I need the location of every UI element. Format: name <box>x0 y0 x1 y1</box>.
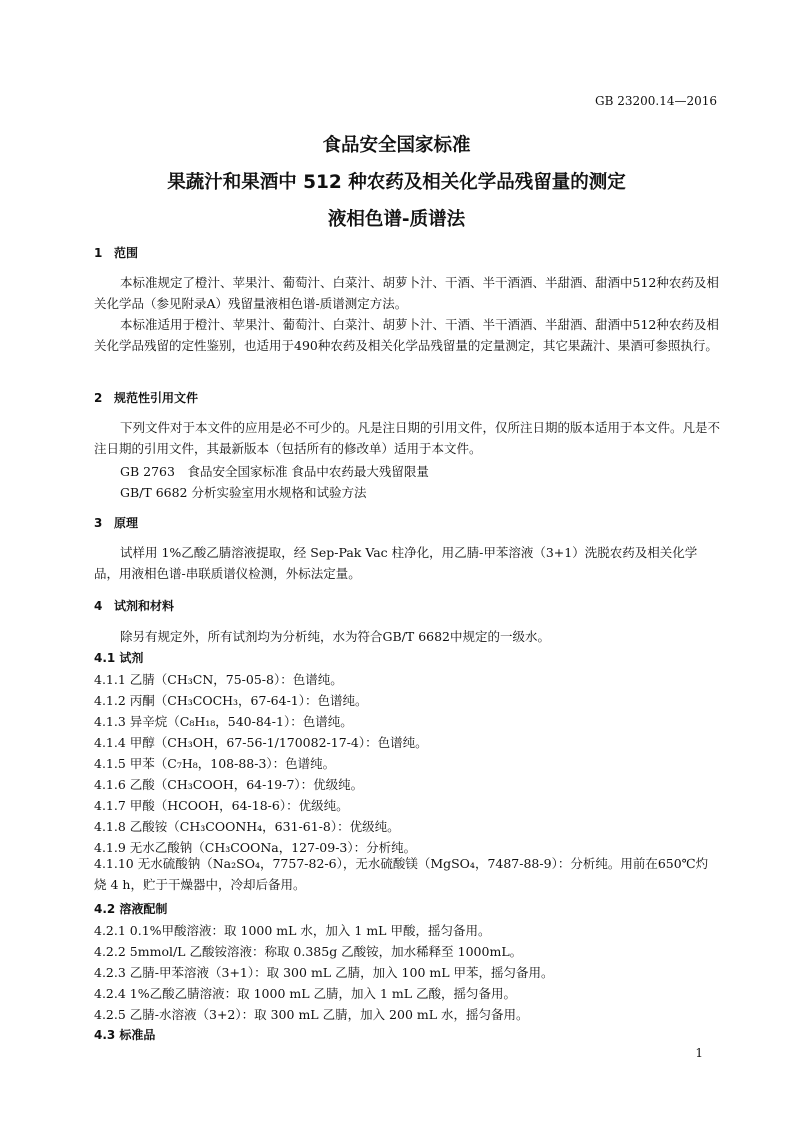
list-item: 4.2.3 乙腈-甲苯溶液（3+1）：取 300 mL 乙腈，加入 100 mL 甲苯，摇匀备用。 <box>94 965 554 980</box>
list-item: 4.1.6 乙酸（CH₃COOH，64-19-7）：优级纯。 <box>94 777 364 792</box>
doc-title-method: 液相色谱-质谱法 <box>327 209 466 230</box>
doc-title-main: 食品安全国家标准 <box>322 135 471 156</box>
section-3-heading <box>94 514 138 531</box>
section-1-heading <box>94 244 138 261</box>
list-item: 4.2.1 0.1%甲酸溶液：取 1000 mL 水，加入 1 mL 甲酸，摇匀备用。 <box>94 923 491 938</box>
section-2-heading <box>94 389 198 406</box>
list-item: 4.1.9 无水乙酸钠（CH₃COONa，127-09-3）：分析纯。 <box>94 840 417 855</box>
list-item: 4.1.2 丙酮（CH₃COCH₃，67-64-1）：色谱纯。 <box>94 693 368 708</box>
paragraph: 试样用 1%乙酸乙腈溶液提取，经 Sep-Pak Vac 柱净化，用乙腈-甲苯溶液（3+1）洗脱农药及相关化学品，用液相色谱-串联质谱仪检测，外标法定量。 <box>94 545 698 581</box>
list-item: 4.1.4 甲醇（CH₃OH，67-56-1/170082-17-4）：色谱纯。 <box>94 735 428 750</box>
reference-item: GB 2763 食品安全国家标准 食品中农药最大残留限量 <box>120 464 429 479</box>
subsection-heading: 4.2 溶液配制 <box>94 902 168 916</box>
paragraph: 下列文件对于本文件的应用是必不可少的。凡是注日期的引用文件，仅所注日期的版本适用于本文件。凡是不注日期的引用文件，其最新版本（包括所有的修改单）适用于本文件。 <box>94 420 721 456</box>
paragraph: 本标准规定了橙汁、苹果汁、葡萄汁、白菜汁、胡萝卜汁、干酒、半干酒酒、半甜酒、甜酒中512种农药及相关化学品（参见附录A）残留量液相色谱-质谱测定方法。 <box>94 275 719 311</box>
paragraph: 本标准适用于橙汁、苹果汁、葡萄汁、白菜汁、胡萝卜汁、干酒、半干酒酒、半甜酒、甜酒中512种农药及相关化学品残留的定性鉴别，也适用于490种农药及相关化学品残留量的定量测定，其它果蔬汁、果酒可参照执行。 <box>94 317 719 353</box>
list-item: 4.1.5 甲苯（C₇H₈，108-88-3）：色谱纯。 <box>94 756 336 771</box>
section-number: 3 <box>94 516 103 530</box>
list-item: 4.1.10 无水硫酸钠（Na₂SO₄，7757-82-6），无水硫酸镁（MgSO₄，7487-88-9）：分析纯。用前在650℃灼烧 4 h，贮于干燥器中，冷却后备用。 <box>94 856 709 892</box>
section-4-heading <box>94 597 174 614</box>
doc-title-sub: 果蔬汁和果酒中 512 种农药及相关化学品残留量的测定 <box>167 172 626 193</box>
list-item: 4.2.4 1%乙酸乙腈溶液：取 1000 mL 乙腈，加入 1 mL 乙酸，摇匀备用。 <box>94 986 517 1001</box>
section-title: 规范性引用文件 <box>114 391 199 405</box>
standard-code: GB 23200.14—2016 <box>594 94 717 108</box>
list-item: 4.1.1 乙腈（CH₃CN，75-05-8）：色谱纯。 <box>94 672 343 687</box>
page-number: 1 <box>695 1046 703 1060</box>
list-item: 4.2.5 乙腈-水溶液（3+2）：取 300 mL 乙腈，加入 200 mL 水，摇匀备用。 <box>94 1007 529 1022</box>
reference-item: GB/T 6682 分析实验室用水规格和试验方法 <box>120 485 367 500</box>
list-item: 4.2.2 5mmol/L 乙酸铵溶液：称取 0.385g 乙酸铵，加水稀释至 1000mL。 <box>94 944 523 959</box>
subsection-heading: 4.1 试剂 <box>94 651 144 665</box>
section-number: 4 <box>94 599 103 613</box>
section-title: 原理 <box>114 516 139 530</box>
section-number: 2 <box>94 391 103 405</box>
subsection-heading: 4.3 标准品 <box>94 1028 156 1042</box>
section-number: 1 <box>94 246 103 260</box>
section-title: 试剂和材料 <box>114 599 175 613</box>
list-item: 4.1.3 异辛烷（C₈H₁₈，540-84-1）：色谱纯。 <box>94 714 353 729</box>
section-title: 范围 <box>114 246 139 260</box>
list-item: 4.1.8 乙酸铵（CH₃COONH₄，631-61-8）：优级纯。 <box>94 819 400 834</box>
paragraph: 除另有规定外，所有试剂均为分析纯，水为符合GB/T 6682中规定的一级水。 <box>120 629 551 644</box>
list-item: 4.1.7 甲酸（HCOOH，64-18-6）：优级纯。 <box>94 798 349 813</box>
